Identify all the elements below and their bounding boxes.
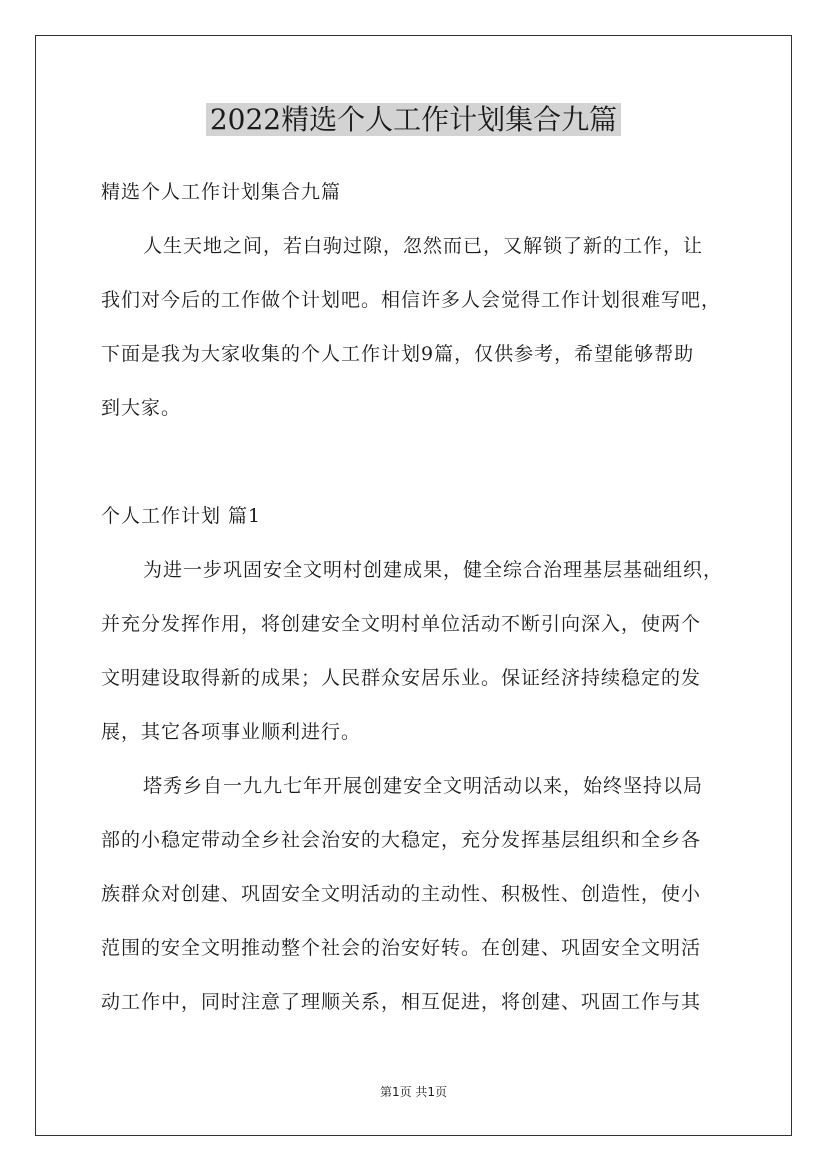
page-footer: [0, 1084, 827, 1100]
document-subtitle: 精选个人工作计划集合九篇: [101, 181, 342, 203]
paragraph-line: 族群众对创建、巩固安全文明活动的主动性、积极性、创造性，使小: [101, 883, 702, 905]
intro-line: 人生天地之间，若白驹过隙，忽然而已，又解锁了新的工作，让: [143, 235, 704, 257]
paragraph-spacer: [101, 435, 731, 489]
paragraph-line: 文明建设取得新的成果；人民群众安居乐业。保证经济持续稳定的发: [101, 667, 702, 689]
intro-line: 我们对今后的工作做个计划吧。相信许多人会觉得工作计划很难写吧，: [101, 289, 722, 311]
section-heading: 个人工作计划 篇1: [101, 505, 262, 527]
paragraph-line: 塔秀乡自一九九七年开展创建安全文明活动以来，始终坚持以局: [143, 775, 704, 797]
paragraph-line: 并充分发挥作用，将创建安全文明村单位活动不断引向深入，使两个: [101, 613, 702, 635]
paragraph-line: 范围的安全文明推动整个社会的治安好转。在创建、巩固安全文明活: [101, 937, 702, 959]
document-title-text: 2022精选个人工作计划集合九篇: [206, 103, 621, 136]
paragraph-line: 为进一步巩固安全文明村创建成果，健全综合治理基层基础组织，: [143, 559, 724, 581]
document-title: [0, 98, 827, 142]
paragraph-line: 部的小稳定带动全乡社会治安的大稳定，充分发挥基层组织和全乡各: [101, 829, 702, 851]
document-body: [101, 165, 731, 1029]
paragraph-line: 展，其它各项事业顺利进行。: [101, 721, 362, 743]
intro-line: 到大家。: [101, 397, 182, 419]
intro-line: 下面是我为大家收集的个人工作计划9篇，仅供参考，希望能够帮助: [101, 343, 695, 365]
paragraph-line: 动工作中，同时注意了理顺关系，相互促进，将创建、巩固工作与其: [101, 991, 702, 1013]
page-number: 第1页 共1页: [379, 1085, 448, 1099]
